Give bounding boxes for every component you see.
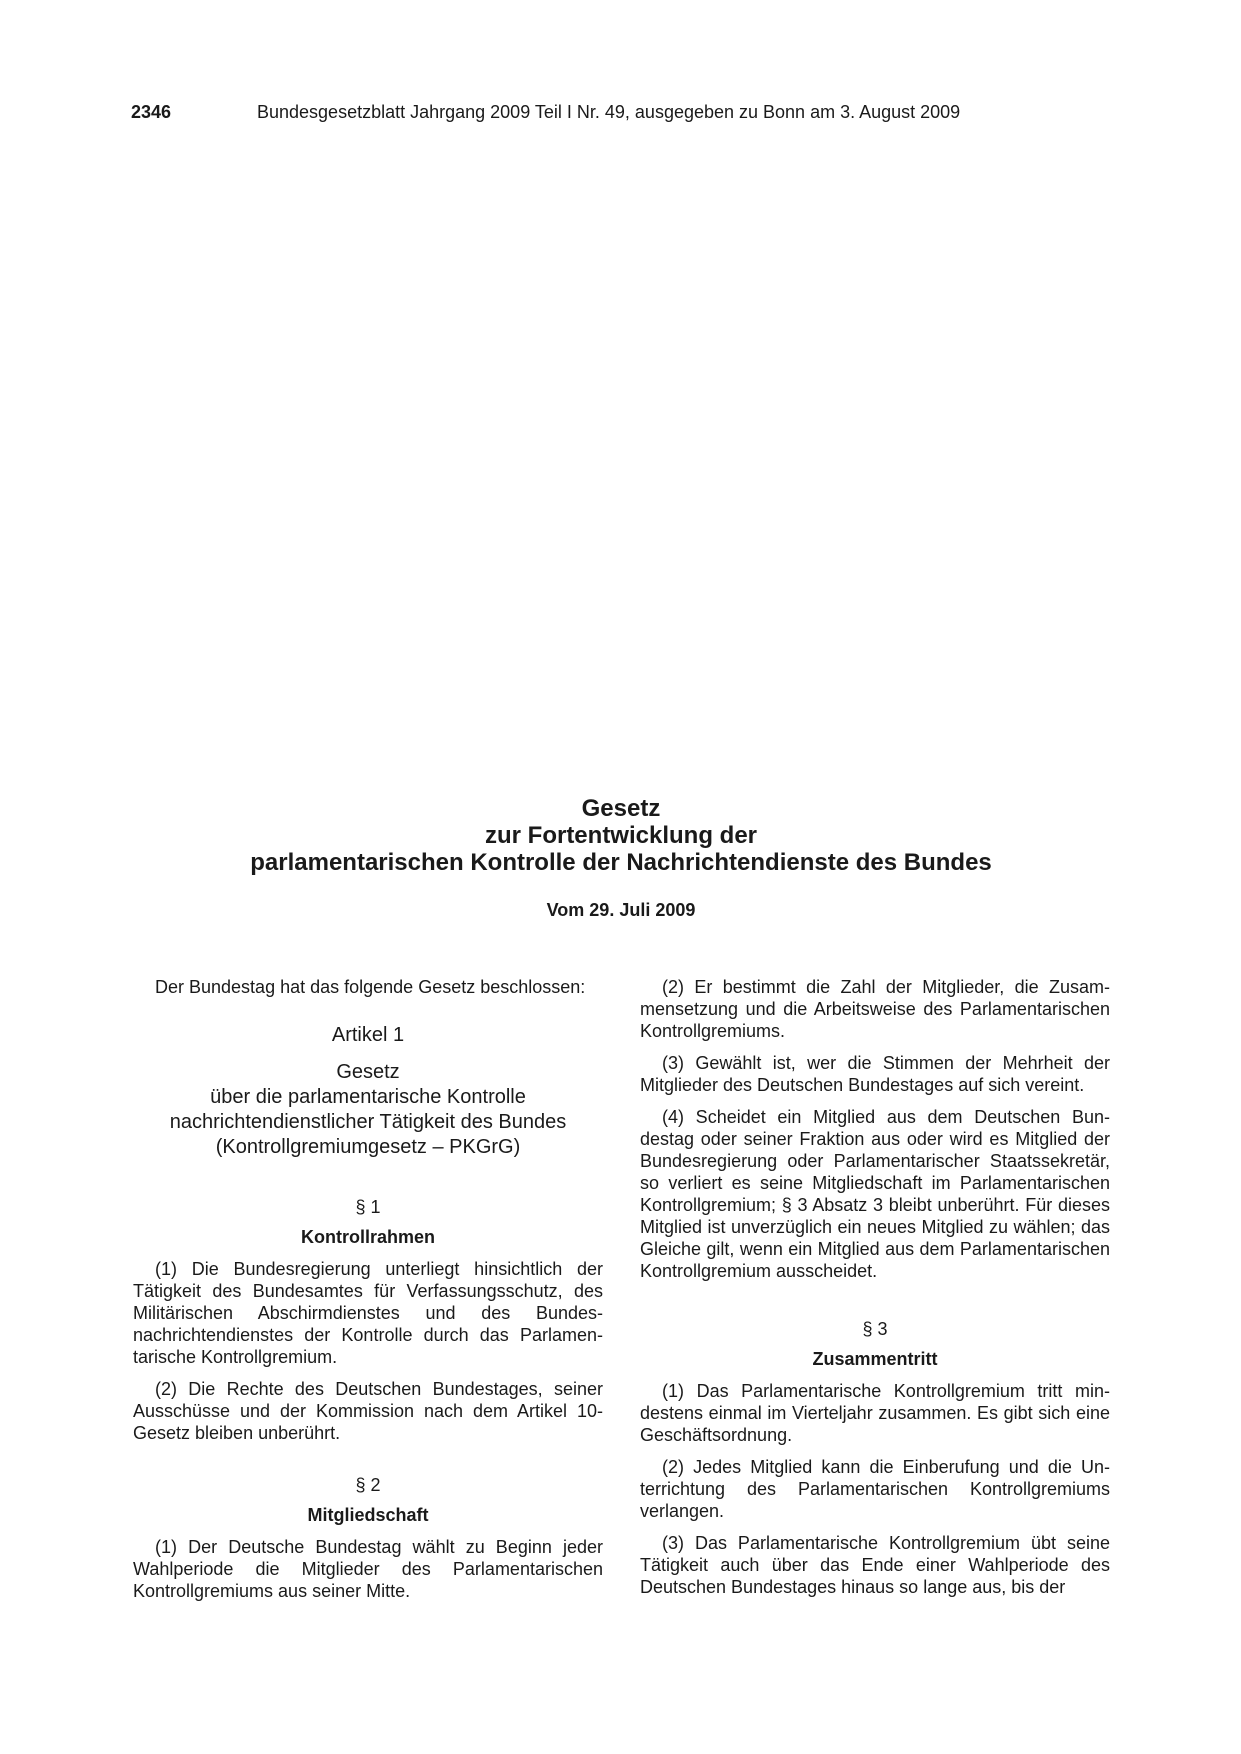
law-title-line-1: Gesetz bbox=[336, 1061, 400, 1083]
article-heading: Artikel 1 bbox=[331, 1024, 405, 1046]
section-1-number: § 1 bbox=[355, 1197, 381, 1217]
law-title-line-4: (Kontrollgremiumgesetz – PKGrG) bbox=[215, 1136, 521, 1158]
section-3-paragraph-1: (1) Das Parlamentarische Kontrollgremium tritt mindestens einmal im Vierteljahr zusammen. Es gibt sich eine Geschäftsordnung. bbox=[640, 1381, 1110, 1445]
title-line-3: parlamentarischen Kontrolle der Nachrichtendienste des Bundes bbox=[250, 849, 992, 876]
section-1-paragraph-2: (2) Die Rechte des Deutschen Bundestages, seiner Ausschüsse und der Kommission nach dem Artikel 10-Gesetz bleiben unberührt. bbox=[133, 1379, 603, 1443]
section-2-number: § 2 bbox=[355, 1475, 381, 1495]
section-3-title: Zusammentritt bbox=[812, 1349, 938, 1369]
left-column bbox=[133, 976, 603, 1612]
section-2-paragraph-1: (1) Der Deutsche Bundestag wählt zu Beginn jeder Wahlperiode die Mitglieder des Parlamentarischen Kontrollgremiums aus seiner Mitte. bbox=[133, 1537, 603, 1601]
law-title-block bbox=[131, 795, 1111, 922]
right-column bbox=[640, 976, 1110, 1608]
embedded-law-title bbox=[133, 1060, 603, 1160]
preamble: Der Bundestag hat das folgende Gesetz beschlossen: bbox=[155, 977, 586, 997]
running-title: Bundesgesetzblatt Jahrgang 2009 Teil I Nr. 49, ausgegeben zu Bonn am 3. August 2009 bbox=[257, 102, 961, 122]
section-2-paragraph-2: (2) Er bestimmt die Zahl der Mitglieder, die Zusammensetzung und die Arbeitsweise des Parlamentarischen Kontrollgremiums. bbox=[640, 977, 1110, 1041]
title-line-1: Gesetz bbox=[581, 795, 661, 822]
section-1-paragraph-1: (1) Die Bundesregierung unterliegt hinsichtlich der Tätigkeit des Bundesamtes für Verfassungsschutz, des Militärischen Abschirmdienstes und des Bundesnachrichtendienstes der Kontrolle durch das Parlamentarische Kontrollgremium. bbox=[133, 1259, 603, 1367]
law-title-line-3: nachrichtendienstlicher Tätigkeit des Bundes bbox=[169, 1111, 567, 1133]
section-2-paragraph-4: (4) Scheidet ein Mitglied aus dem Deutschen Bundestag oder seiner Fraktion aus oder wird es Mitglied der Bundesregierung oder Parlamentarischer Staatssekretär, so verliert es seine Mitgliedschaft im Parlamentarischen Kontrollgremium; § 3 Absatz 3 bleibt unberührt. Für dieses Mitglied ist unverzüglich ein neues Mitglied zu wählen; das Gleiche gilt, wenn ein Mitglied aus dem Parlamentarischen Kontrollgremium ausscheidet. bbox=[640, 1107, 1110, 1281]
title-line-2: zur Fortentwicklung der bbox=[484, 822, 757, 849]
page-number: 2346 bbox=[131, 102, 172, 122]
law-title-line-2: über die parlamentarische Kontrolle bbox=[210, 1086, 526, 1108]
section-1-title: Kontrollrahmen bbox=[300, 1227, 435, 1247]
section-2-title: Mitgliedschaft bbox=[307, 1505, 429, 1525]
section-3-paragraph-3: (3) Das Parlamentarische Kontrollgremium übt seine Tätigkeit auch über das Ende einer Wahlperiode des Deutschen Bundestages hinaus so lange aus, bis der bbox=[640, 1533, 1110, 1597]
section-3-number: § 3 bbox=[862, 1319, 888, 1339]
section-3-paragraph-2: (2) Jedes Mitglied kann die Einberufung und die Unterrichtung des Parlamentarischen Kontrollgremiums verlangen. bbox=[640, 1457, 1110, 1521]
running-header bbox=[131, 100, 1111, 124]
section-2-paragraph-3: (3) Gewählt ist, wer die Stimmen der Mehrheit der Mitglieder des Deutschen Bundestages auf sich vereint. bbox=[640, 1053, 1110, 1095]
law-date: Vom 29. Juli 2009 bbox=[546, 900, 696, 920]
